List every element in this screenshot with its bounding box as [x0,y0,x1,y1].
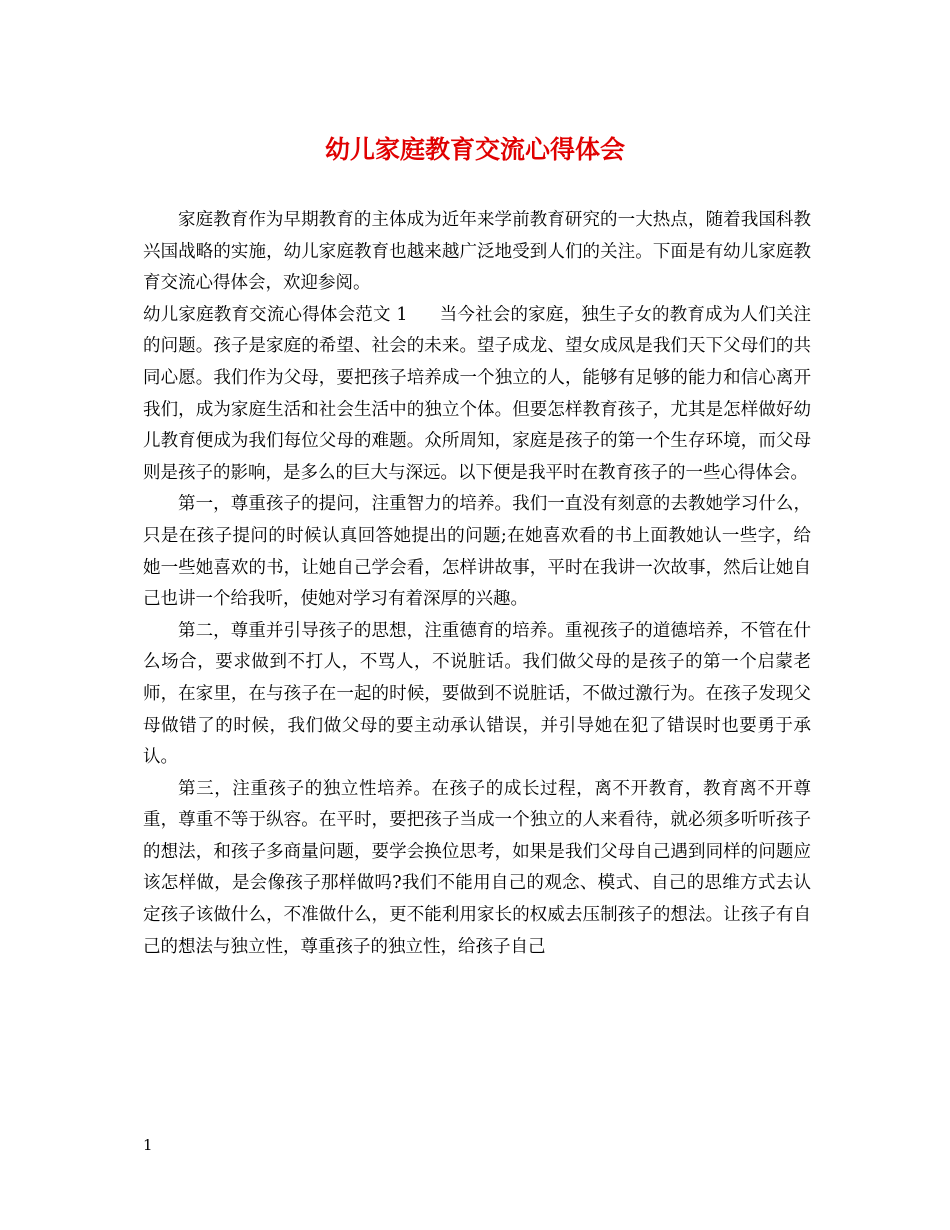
sample-label: 幼儿家庭教育交流心得体会范文 1 [143,304,408,325]
page-number: 1 [143,1136,153,1154]
sample-first-text: 当今社会的家庭，独生子女的教育成为人们关注的问题。孩子是家庭的希望、社会的未来。望子成龙、望女成凤是我们天下父母们的共同心愿。我们作为父母，要把孩子培养成一个独立的人，能够有足够的能力和信心离开我们，成为家庭生活和社会生活中的独立个体。但要怎样教育孩子，尤其是怎样做好幼儿教育便成为我们每位父母的难题。众所周知，家庭是孩子的第一个生存环境，而父母则是孩子的影响，是多么的巨大与深远。以下便是我平时在教育孩子的一些心得体会。 [143,304,811,483]
point-one-paragraph: 第一，尊重孩子的提问，注重智力的培养。我们一直没有刻意的去教她学习什么，只是在孩子提问的时候认真回答她提出的问题;在她喜欢看的书上面教她认一些字，给她一些她喜欢的书，让她自己学会看，怎样讲故事，平时在我讲一次故事，然后让她自己也讲一个给我听，使她对学习有着深厚的兴趣。 [143,494,811,610]
point-two-paragraph: 第二，尊重并引导孩子的思想，注重德育的培养。重视孩子的道德培养，不管在什么场合，要求做到不打人，不骂人，不说脏话。我们做父母的是孩子的第一个启蒙老师，在家里，在与孩子在一起的时候，要做到不说脏话，不做过激行为。在孩子发现父母做错了的时候，我们做父母的要主动承认错误，并引导她在犯了错误时也要勇于承认。 [143,620,811,768]
document-body [143,205,811,963]
sample-paragraph [143,300,811,490]
point-three-paragraph: 第三，注重孩子的独立性培养。在孩子的成长过程，离不开教育，教育离不开尊重，尊重不等于纵容。在平时，要把孩子当成一个独立的人来看待，就必须多听听孩子的想法，和孩子多商量问题，要学会换位思考，如果是我们父母自己遇到同样的问题应该怎样做，是会像孩子那样做吗?我们不能用自己的观念、模式、自己的思维方式去认定孩子该做什么，不准做什么，更不能利用家长的权威去压制孩子的想法。让孩子有自己的想法与独立性，尊重孩子的独立性，给孩子自己 [143,778,811,957]
document-title: 幼儿家庭教育交流心得体会 [324,135,625,164]
intro-paragraph: 家庭教育作为早期教育的主体成为近年来学前教育研究的一大热点，随着我国科教兴国战略的实施，幼儿家庭教育也越来越广泛地受到人们的关注。下面是有幼儿家庭教育交流心得体会，欢迎参阅。 [143,210,811,294]
